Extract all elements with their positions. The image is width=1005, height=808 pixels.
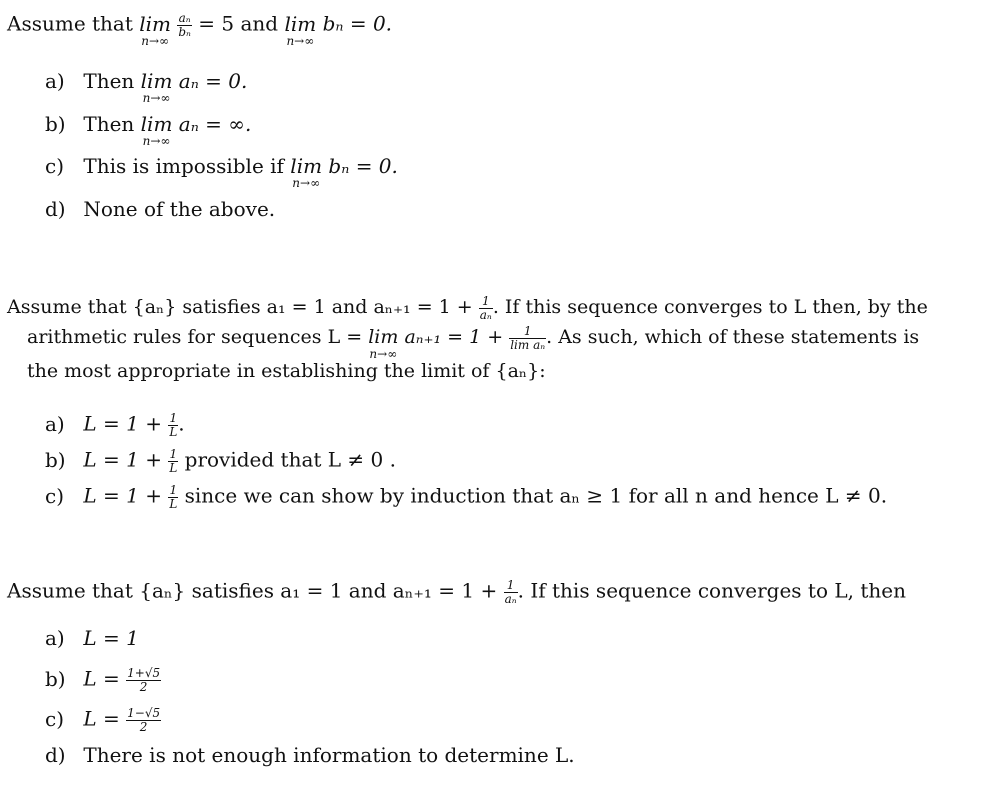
q2-option-b[interactable]: b) L = 1 + $\frac{1}{L}$ provided that L ≠ 0 . bbox=[45, 447, 396, 475]
q3-option-c[interactable]: c) L = $\frac{1-√5}{2}$ bbox=[45, 706, 161, 734]
q1-lim-1: lim n→∞ bbox=[139, 11, 172, 48]
q2-option-a[interactable]: a) L = 1 + $\frac{1}{L}$ . bbox=[45, 411, 185, 439]
q3-option-a[interactable]: a) L = 1 bbox=[45, 626, 139, 650]
q2-line3: the most appropriate in establishing the limit of {aₙ}: bbox=[27, 360, 546, 382]
q1-option-d[interactable]: d) None of the above. bbox=[45, 197, 276, 221]
q1-eq5: = 5 and bbox=[198, 11, 279, 36]
q1-option-b[interactable]: b) Then lim n→∞ aₙ = ∞. bbox=[45, 112, 252, 148]
q2-line1: Assume that {aₙ} satisfies a₁ = 1 and aₙ₊₁ = 1 + $\frac{1}{\text{aₙ}}$ . If this sequence converges to L then, by the bbox=[7, 294, 928, 322]
q2-line2: arithmetic rules for sequences L = lim n→∞ aₙ₊₁ = 1 + $\frac{1}{\text{lim aₙ}}$ . As such, which of these statements is bbox=[27, 324, 920, 362]
q1-lim-2: lim n→∞ bbox=[284, 11, 317, 48]
q3-option-d[interactable]: d) There is not enough information to determine L. bbox=[45, 743, 575, 767]
q2-option-c[interactable]: c) L = 1 + $\frac{1}{L}$ since we can show by induction that aₙ ≥ 1 for all n and hence L ≠ 0. bbox=[45, 483, 888, 511]
q1-eq0: bₙ = 0. bbox=[322, 11, 393, 36]
q3-option-b[interactable]: b) L = $\frac{1+√5}{2}$ bbox=[45, 666, 161, 694]
q1-option-a[interactable]: a) Then lim n→∞ aₙ = 0. bbox=[45, 69, 248, 105]
q1-stem bbox=[7, 11, 393, 48]
q1-stem-prefix: Assume that bbox=[7, 11, 133, 36]
q1-fraction: $\frac{\text{aₙ}}{\text{bₙ}}$ bbox=[178, 11, 191, 39]
q1-option-c[interactable]: c) This is impossible if lim n→∞ bₙ = 0. bbox=[45, 154, 398, 190]
q3-stem: Assume that {aₙ} satisfies a₁ = 1 and aₙ₊₁ = 1 + $\frac{1}{\text{aₙ}}$ . If this sequence converges to L, then bbox=[7, 578, 906, 606]
